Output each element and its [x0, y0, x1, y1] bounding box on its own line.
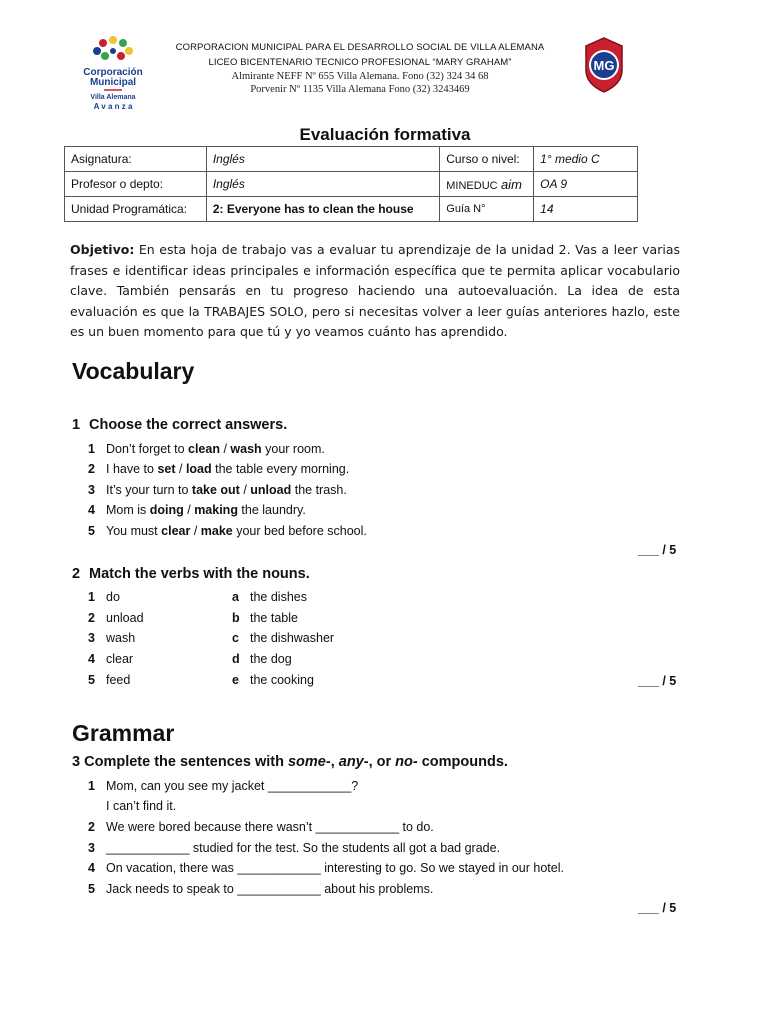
teacher-label: Profesor o depto: — [65, 172, 207, 197]
question-3-sep2: , or — [368, 754, 396, 770]
q2-noun-letter: a — [232, 590, 239, 604]
q3-item-sentence[interactable]: Jack needs to speak to ____________ about his problems. — [106, 882, 434, 896]
q2-verb[interactable]: unload — [106, 611, 144, 625]
q1-option-a[interactable]: clear — [161, 524, 191, 538]
q2-verb[interactable]: wash — [106, 631, 136, 645]
subject-value: Inglés — [206, 147, 439, 172]
q1-option-b[interactable]: load — [185, 462, 212, 476]
q1-item-number: 1 — [88, 442, 95, 456]
q1-item-pre: Mom is — [106, 503, 150, 517]
q1-item-pre: I have to — [106, 462, 158, 476]
q1-option-a[interactable]: doing — [149, 503, 184, 517]
q1-item-post: your room. — [261, 442, 325, 456]
q1-item-post: the table every morning. — [211, 462, 350, 476]
shield-icon — [582, 36, 626, 94]
info-row-unit — [65, 197, 638, 222]
q1-option-separator: / — [219, 442, 231, 456]
q1-item-pre: It’s your turn to — [106, 483, 192, 497]
question-2-score[interactable]: ___ / 5 — [638, 674, 677, 688]
school-crest-logo — [582, 36, 626, 94]
question-1-title — [72, 417, 287, 433]
question-1-number: 1 — [72, 417, 81, 433]
q3-item-sentence[interactable]: Mom, can you see my jacket ____________? — [106, 779, 359, 793]
logo-text-4: A v a n z a — [93, 102, 133, 111]
q1-option-b[interactable]: making — [194, 503, 238, 517]
info-row-teacher — [65, 172, 638, 197]
q1-item-sentence — [106, 442, 325, 456]
info-table — [64, 146, 638, 222]
mineduc-text: MINEDUC — [446, 179, 498, 192]
question-1-score[interactable]: ___ / 5 — [638, 543, 677, 557]
q3-item-number: 5 — [88, 882, 95, 896]
question-3-post: compounds. — [417, 754, 508, 770]
question-3-word-no: no- — [395, 754, 418, 770]
oa-value: OA 9 — [534, 172, 638, 197]
q1-item-number: 3 — [88, 483, 95, 497]
q1-item-sentence — [106, 483, 347, 497]
q2-verb-number: 4 — [88, 652, 95, 666]
mineduc-aim: aim — [500, 176, 522, 192]
q2-noun-letter: c — [232, 631, 239, 645]
q3-item-number: 3 — [88, 841, 95, 855]
q1-option-b[interactable]: unload — [250, 483, 292, 497]
q1-item-post: your bed before school. — [232, 524, 367, 538]
q1-item-post: the trash. — [291, 483, 347, 497]
q2-noun[interactable]: the table — [250, 611, 298, 625]
logo-text-2: Municipal — [89, 77, 137, 88]
question-3-pre: Complete the sentences with — [84, 754, 288, 770]
crest-text: MG — [593, 58, 615, 73]
subject-label: Asignatura: — [65, 147, 207, 172]
q2-verb-number: 1 — [88, 590, 95, 604]
document-title: Evaluación formativa — [299, 125, 471, 144]
q3-item-number: 4 — [88, 861, 95, 875]
q1-option-separator: / — [190, 524, 201, 538]
teacher-value: Inglés — [206, 172, 439, 197]
mineduc-label — [440, 172, 534, 197]
q2-verb[interactable]: feed — [106, 673, 131, 687]
question-2-title — [72, 566, 310, 582]
objective-text: En esta hoja de trabajo vas a evaluar tu aprendizaje de la unidad 2. Vas a leer varias frases e identificar ideas principales e información específica que te permita aplicar vocabulario clave. También pensarás en tu progreso haciendo una autoevaluación. La idea de esta evaluación es que la TRABAJES SOLO, pero si necesitas volver a leer guías anteriores hazlo, este es un buen momento para que tú y yo veamos cuánto has aprendido. — [70, 242, 680, 339]
q3-item-sentence[interactable]: On vacation, there was ____________ interesting to go. So we stayed in our hotel. — [106, 861, 564, 875]
question-2-number: 2 — [72, 566, 81, 582]
q2-noun[interactable]: the dishes — [250, 590, 307, 604]
q1-option-separator: / — [175, 462, 186, 476]
question-3-word-any: any- — [338, 754, 369, 770]
header-line-2: LICEO BICENTENARIO TECNICO PROFESIONAL “MARY GRAHAM” — [208, 57, 512, 68]
q1-item-number: 2 — [88, 462, 95, 476]
question-3-number: 3 — [72, 754, 81, 770]
corporacion-emblem-icon — [70, 28, 156, 114]
level-label: Curso o nivel: — [440, 147, 534, 172]
header-line-4: Porvenir Nº 1135 Villa Alemana Fono (32) 3243469 — [250, 84, 470, 95]
q1-option-a[interactable]: clean — [188, 442, 220, 456]
q1-item-post: the laundry. — [237, 503, 306, 517]
q1-option-b[interactable]: wash — [230, 442, 262, 456]
objective-paragraph — [70, 240, 680, 343]
info-row-subject — [65, 147, 638, 172]
logo-text-3: Villa Alemana — [90, 94, 136, 101]
q3-item-sentence[interactable]: ____________ studied for the test. So the students all got a bad grade. — [106, 841, 501, 855]
corporacion-logo — [70, 28, 156, 114]
q2-noun[interactable]: the cooking — [250, 673, 314, 687]
unit-value: 2: Everyone has to clean the house — [206, 197, 439, 222]
q2-verb-number: 3 — [88, 631, 95, 645]
question-3-sep1: , — [330, 754, 339, 770]
q1-option-b[interactable]: make — [200, 524, 233, 538]
question-3-title — [72, 754, 508, 770]
q2-verb-number: 5 — [88, 673, 95, 687]
guide-value: 14 — [534, 197, 638, 222]
question-3-word-some: some- — [287, 754, 331, 770]
q2-noun-letter: b — [232, 611, 240, 625]
q1-item-pre: Don’t forget to — [106, 442, 188, 456]
q1-item-sentence — [106, 462, 349, 476]
guide-label: Guía N° — [440, 197, 534, 222]
q3-item-number: 1 — [88, 779, 95, 793]
q2-noun-letter: e — [232, 673, 239, 687]
question-3-score[interactable]: ___ / 5 — [638, 901, 677, 915]
q3-item-sentence[interactable]: I can’t find it. — [106, 799, 177, 813]
q2-noun[interactable]: the dog — [250, 652, 292, 666]
question-2-text: Match the verbs with the nouns. — [89, 566, 310, 582]
q3-item-sentence[interactable]: We were bored because there wasn’t ____________ to do. — [106, 820, 434, 834]
q1-option-separator: / — [239, 483, 251, 497]
unit-label: Unidad Programática: — [65, 197, 207, 222]
header-line-3: Almirante NEFF Nº 655 Villa Alemana. Fono (32) 324 34 68 — [231, 71, 489, 82]
objective-label: Objetivo: — [70, 242, 135, 257]
q1-option-separator: / — [183, 503, 195, 517]
q2-verb[interactable]: clear — [106, 652, 134, 666]
q2-verb[interactable]: do — [106, 590, 120, 604]
q1-option-a[interactable]: take out — [191, 483, 240, 497]
level-value: 1° medio C — [534, 147, 638, 172]
q2-noun[interactable]: the dishwasher — [250, 631, 335, 645]
q1-item-sentence — [106, 524, 367, 538]
logo-text-1: Corporación — [83, 67, 143, 78]
q2-noun-letter: d — [232, 652, 240, 666]
q2-verb-number: 2 — [88, 611, 95, 625]
grammar-heading: Grammar — [72, 720, 175, 746]
q3-item-number: 2 — [88, 820, 95, 834]
q1-item-number: 5 — [88, 524, 95, 538]
vocabulary-heading: Vocabulary — [72, 358, 195, 384]
q1-item-number: 4 — [88, 503, 95, 517]
q1-item-pre: You must — [106, 524, 162, 538]
header-line-1: CORPORACION MUNICIPAL PARA EL DESARROLLO SOCIAL DE VILLA ALEMANA — [175, 42, 545, 53]
question-1-text: Choose the correct answers. — [89, 417, 288, 433]
q1-option-a[interactable]: set — [157, 462, 176, 476]
q1-item-sentence — [106, 503, 306, 517]
